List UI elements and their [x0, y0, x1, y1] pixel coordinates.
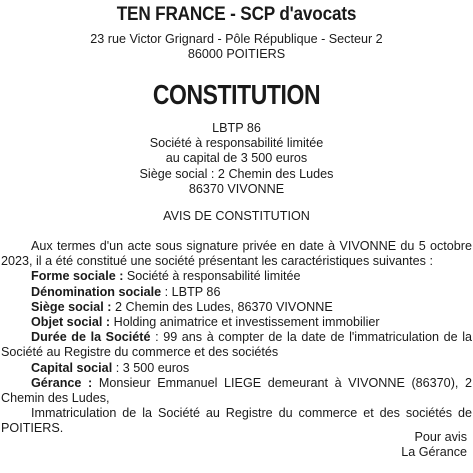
field-label: Objet social : — [31, 315, 111, 330]
signature-line1: Pour avis — [414, 430, 467, 444]
company-city: 86370 VIVONNE — [188, 181, 285, 196]
company-type: Société à responsabilité limitée — [149, 136, 324, 151]
notice-body — [1, 239, 472, 437]
field-value: : 3 500 euros — [112, 360, 190, 375]
field-label: Durée de la Société — [31, 330, 151, 345]
firm-address — [0, 32, 473, 62]
company-capital: au capital de 3 500 euros — [165, 151, 308, 166]
field-denomination — [1, 285, 472, 300]
registration-paragraph: Immatriculation de la Société au Registre du commerce et des sociétés de POITIERS. — [1, 406, 472, 436]
notice-title: AVIS DE CONSTITUTION — [163, 209, 310, 223]
field-objet-social — [1, 315, 472, 330]
field-label: Siège social : — [31, 299, 112, 314]
field-siege-social — [1, 300, 472, 315]
company-seat: Siège social : 2 Chemin des Ludes — [139, 166, 334, 181]
field-gerance — [1, 376, 472, 406]
field-label: Capital social — [31, 360, 113, 375]
notice-headline: CONSTITUTION — [152, 79, 321, 110]
company-name: LBTP 86 — [212, 121, 261, 135]
field-value: 2 Chemin des Ludes, 86370 VIVONNE — [111, 299, 333, 314]
field-label: Forme sociale : — [31, 269, 124, 284]
field-value: Holding animatrice et investissement immobilier — [110, 315, 380, 330]
field-forme-sociale — [1, 269, 472, 284]
intro-paragraph: Aux termes d'un acte sous signature privée en date à VIVONNE du 5 octobre 2023, il a été constitué une société présentant les caractéristiques suivantes : — [1, 239, 472, 269]
field-label: Dénomination sociale — [31, 284, 162, 299]
firm-address-line1: 23 rue Victor Grignard - Pôle République - Secteur 2 — [90, 32, 383, 46]
company-summary — [0, 121, 473, 197]
field-value: Monsieur Emmanuel LIEGE demeurant à VIVONNE (86370), 2 Chemin des Ludes, — [1, 375, 472, 406]
field-label: Gérance : — [31, 375, 93, 390]
field-value: Société à responsabilité limitée — [123, 269, 301, 284]
signature-block — [401, 430, 467, 460]
firm-address-line2: 86000 POITIERS — [187, 47, 286, 62]
field-value: : 99 ans à compter de la date de l'immatriculation de la Société au Registre du commerce et des sociétés — [1, 330, 472, 360]
firm-name: TEN FRANCE - SCP d'avocats — [116, 3, 357, 25]
signature-line2: La Gérance — [401, 445, 467, 460]
field-duree — [1, 330, 472, 360]
field-capital-social — [1, 361, 472, 376]
field-value: : LBTP 86 — [161, 284, 221, 299]
